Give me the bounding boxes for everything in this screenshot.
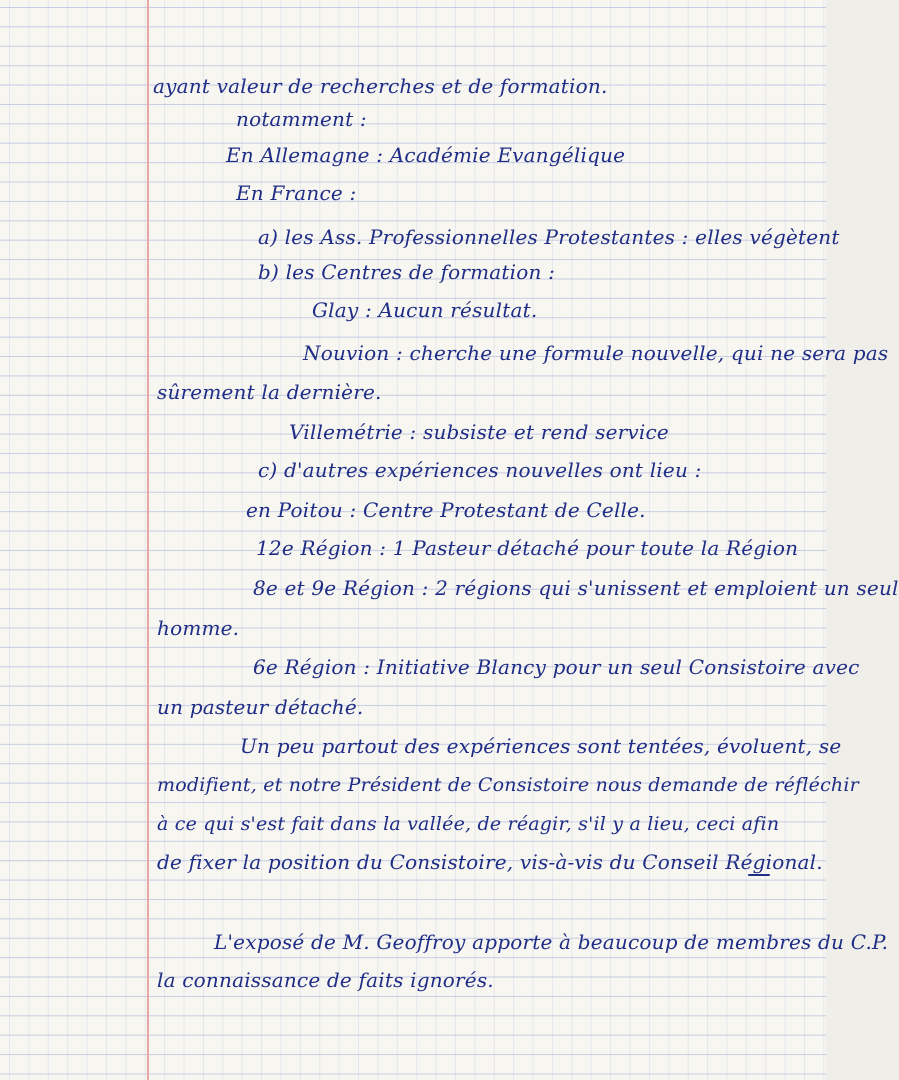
text-line-6: b) les Centres de formation : (258, 260, 556, 284)
text-line-16: 6e Région : Initiative Blancy pour un seul Consistoire avec (253, 655, 860, 679)
text-line-21: de fixer la position du Consistoire, vis-à-vis du Conseil Régional. (157, 850, 823, 874)
text-line-2: notamment : (236, 107, 367, 131)
text-line-12: en Poitou : Centre Protestant de Celle. (246, 498, 646, 522)
text-line-1: ayant valeur de recherches et de formation. (153, 74, 608, 98)
text-line-15: homme. (157, 616, 240, 640)
text-line-8: Nouvion : cherche une formule nouvelle, qui ne sera pas (303, 341, 889, 365)
margin-line (147, 0, 149, 1080)
text-line-3: En Allemagne : Académie Evangélique (226, 143, 626, 167)
text-line-9: sûrement la dernière. (157, 380, 382, 404)
text-line-7: Glay : Aucun résultat. (312, 298, 538, 322)
text-line-17: un pasteur détaché. (157, 695, 364, 719)
text-line-14: 8e et 9e Région : 2 régions qui s'unissent et emploient un seul (253, 576, 899, 600)
text-line-18: Un peu partout des expériences sont tentées, évoluent, se (240, 734, 842, 758)
text-line-20: à ce qui s'est fait dans la vallée, de réagir, s'il y a lieu, ceci afin (157, 813, 780, 835)
text-line-4: En France : (236, 181, 357, 205)
line-end-stroke (748, 874, 770, 876)
text-line-19: modifient, et notre Président de Consistoire nous demande de réfléchir (157, 774, 859, 796)
text-line-13: 12e Région : 1 Pasteur détaché pour toute la Région (256, 536, 799, 560)
text-line-22: L'exposé de M. Geoffroy apporte à beaucoup de membres du C.P. (214, 930, 889, 954)
text-line-10: Villemétrie : subsiste et rend service (289, 420, 669, 444)
text-line-23: la connaissance de faits ignorés. (157, 968, 494, 992)
text-line-5: a) les Ass. Professionnelles Protestantes : elles végètent (258, 225, 840, 249)
text-line-11: c) d'autres expériences nouvelles ont lieu : (258, 458, 702, 482)
